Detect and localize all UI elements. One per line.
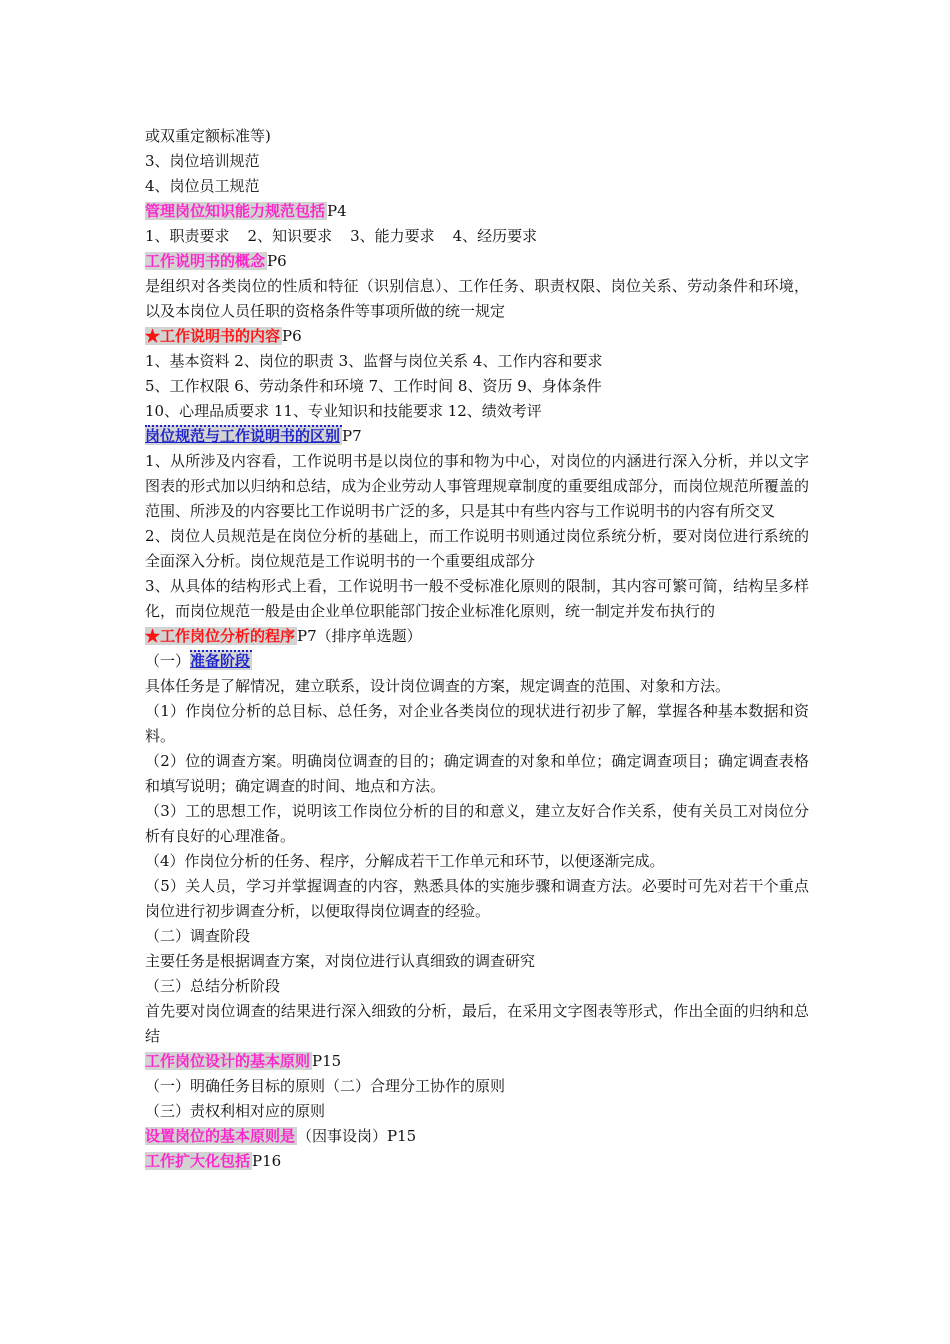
text-line: （三）责权利相对应的原则: [145, 1102, 326, 1120]
text-line: 1、基本资料 2、岗位的职责 3、监督与岗位关系 4、工作内容和要求: [145, 352, 603, 370]
section-heading: [145, 249, 809, 274]
text-line: 5、工作权限 6、劳动条件和环境 7、工作时间 8、资历 9、身体条件: [145, 377, 602, 395]
heading-title: ★工作岗位分析的程序: [145, 627, 296, 645]
text-line: 3、岗位培训规范: [145, 152, 260, 170]
page-ref: P4: [327, 202, 347, 220]
paragraph: （4）作岗位分析的任务、程序，分解成若干工作单元和环节，以便逐渐完成。: [145, 852, 665, 870]
heading-title: 岗位规范与工作说明书的区别: [145, 427, 341, 445]
heading-title: 工作岗位设计的基本原则: [145, 1052, 311, 1070]
text-line: 主要任务是根据调查方案，对岗位进行认真细致的调查研究: [145, 952, 536, 970]
text-line: [145, 224, 809, 249]
document-page: [145, 124, 809, 1174]
section-heading: [145, 1149, 809, 1174]
heading-title: 工作说明书的概念: [145, 252, 266, 270]
section-heading: [145, 624, 809, 649]
paragraph: （2）位的调查方案。明确岗位调查的目的；确定调查的对象和单位；确定调查项目；确定调查表格和填写说明；确定调查的时间、地点和方法。: [145, 752, 809, 795]
subsection-heading: [145, 649, 809, 674]
heading-title: 设置岗位的基本原则是: [145, 1127, 296, 1145]
heading-title: 管理岗位知识能力规范包括: [145, 202, 326, 220]
section-heading: [145, 199, 809, 224]
page-ref: P7（排序单选题）: [297, 627, 422, 645]
paragraph: 首先要对岗位调查的结果进行深入细致的分析，最后，在采用文字图表等形式，作出全面的归纳和总结: [145, 1002, 809, 1045]
paragraph: （3）工的思想工作，说明该工作岗位分析的目的和意义，建立友好合作关系，使有关员工对岗位分析有良好的心理准备。: [145, 802, 809, 845]
section-heading: [145, 1124, 809, 1149]
list-item: 1、职责要求: [145, 227, 230, 245]
subsection-title: 准备阶段: [190, 652, 251, 670]
text-line: 10、心理品质要求 11、专业知识和技能要求 12、绩效考评: [145, 402, 542, 420]
text-line: （三）总结分析阶段: [145, 977, 281, 995]
page-ref: P6: [267, 252, 287, 270]
heading-title: ★工作说明书的内容: [145, 327, 281, 345]
paragraph: （1）作岗位分析的总目标、总任务，对企业各类岗位的现状进行初步了解，掌握各种基本数据和资料。: [145, 702, 809, 745]
paragraph: 2、岗位人员规范是在岗位分析的基础上，而工作说明书则通过岗位系统分析，要对岗位进行系统的全面深入分析。岗位规范是工作说明书的一个重要组成部分: [145, 527, 809, 570]
heading-title: 工作扩大化包括: [145, 1152, 251, 1170]
section-heading: [145, 1049, 809, 1074]
section-heading: [145, 324, 809, 349]
paragraph: 1、从所涉及内容看，工作说明书是以岗位的事和物为中心，对岗位的内涵进行深入分析，并以文字图表的形式加以归纳和总结，成为企业劳动人事管理规章制度的重要组成部分，而岗位规范所覆盖的范围、所涉及的内容要比工作说明书广泛的多，只是其中有些内容与工作说明书的内容有所交叉: [145, 452, 809, 520]
page-ref: P16: [252, 1152, 282, 1170]
page-ref: P15: [312, 1052, 342, 1070]
paragraph: 具体任务是了解情况，建立联系，设计岗位调查的方案，规定调查的范围、对象和方法。: [145, 677, 731, 695]
page-ref: P6: [282, 327, 302, 345]
list-item: 4、经历要求: [452, 227, 538, 245]
subsection-prefix: （一）: [145, 652, 191, 670]
text-line: （一）明确任务目标的原则（二）合理分工协作的原则: [145, 1077, 506, 1095]
list-item: 2、知识要求: [247, 227, 333, 245]
paragraph: （5）关人员，学习并掌握调查的内容，熟悉具体的实施步骤和调查方法。必要时可先对若干个重点岗位进行初步调查分析，以便取得岗位调查的经验。: [145, 877, 809, 920]
page-ref: P7: [342, 427, 362, 445]
text-line: （二）调查阶段: [145, 927, 251, 945]
text-line: 4、岗位员工规范: [145, 177, 260, 195]
paragraph: 3、从具体的结构形式上看，工作说明书一般不受标准化原则的限制，其内容可繁可简，结构呈多样化，而岗位规范一般是由企业单位职能部门按企业标准化原则，统一制定并发布执行的: [145, 577, 809, 620]
text-line: 或双重定额标准等): [145, 127, 271, 145]
list-item: 3、能力要求: [350, 227, 435, 245]
paragraph: 是组织对各类岗位的性质和特征（识别信息）、工作任务、职责权限、岗位关系、劳动条件和环境，以及本岗位人员任职的资格条件等事项所做的统一规定: [145, 277, 809, 320]
section-heading: [145, 424, 809, 449]
page-ref: （因事设岗）P15: [297, 1127, 417, 1145]
